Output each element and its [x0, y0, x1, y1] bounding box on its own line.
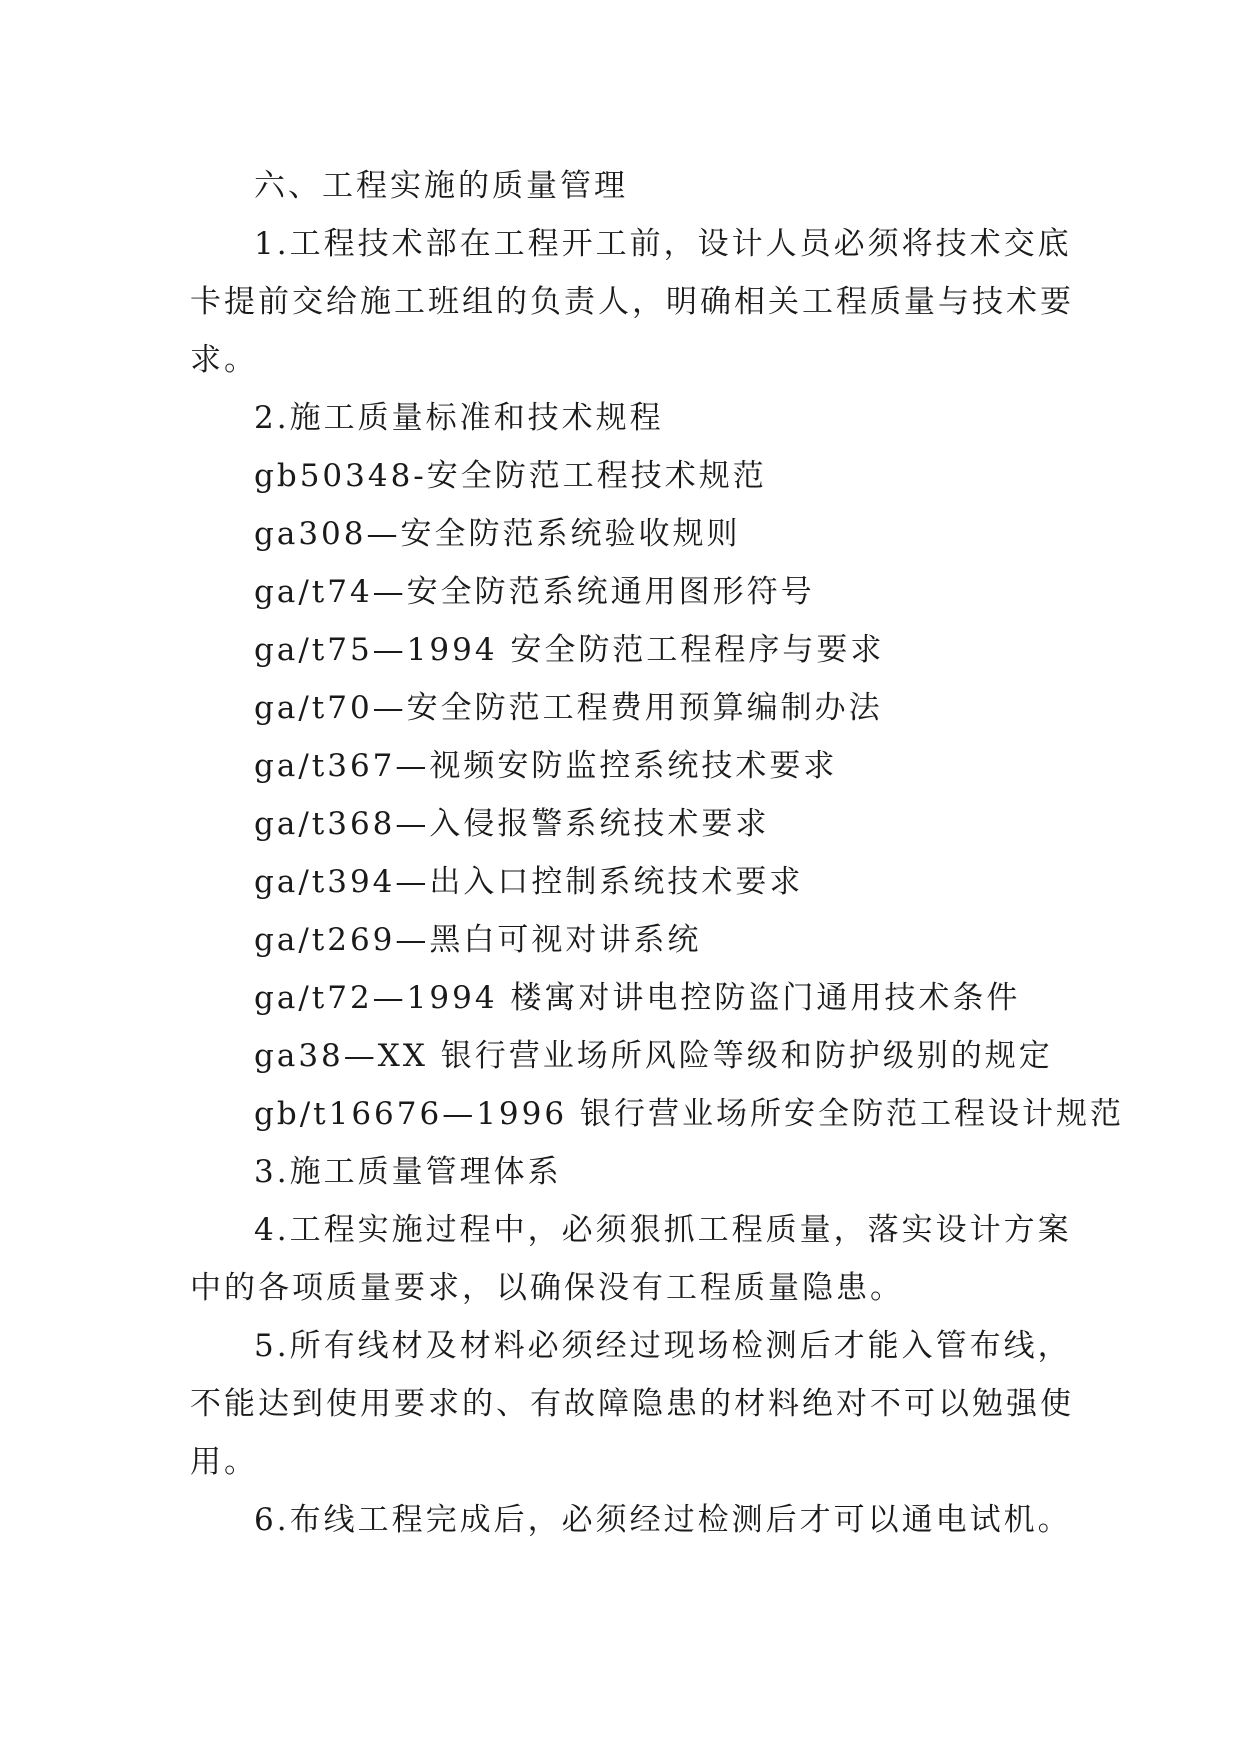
- standard-item: ga/t367—视频安防监控系统技术要求: [254, 748, 838, 784]
- paragraph-line: 中的各项质量要求，以确保没有工程质量隐患。: [190, 1270, 904, 1306]
- paragraph-line: 求。: [190, 342, 258, 378]
- paragraph-line: 用。: [190, 1444, 258, 1480]
- paragraph-line: 卡提前交给施工班组的负责人，明确相关工程质量与技术要: [190, 284, 1074, 320]
- subheading: 3.施工质量管理体系: [254, 1154, 562, 1190]
- standard-item: ga308—安全防范系统验收规则: [254, 516, 741, 552]
- standard-item: ga/t394—出入口控制系统技术要求: [254, 864, 804, 900]
- standard-item: gb50348-安全防范工程技术规范: [254, 458, 767, 494]
- paragraph-line: 不能达到使用要求的、有故障隐患的材料绝对不可以勉强使: [190, 1386, 1074, 1422]
- standard-item: ga38—XX 银行营业场所风险等级和防护级别的规定: [254, 1038, 1053, 1074]
- standard-item: ga/t72—1994 楼寓对讲电控防盗门通用技术条件: [254, 980, 1021, 1016]
- subheading: 2.施工质量标准和技术规程: [254, 400, 664, 436]
- paragraph-line: 6.布线工程完成后，必须经过检测后才可以通电试机。: [254, 1502, 1072, 1538]
- standard-item: ga/t70—安全防范工程费用预算编制办法: [254, 690, 883, 726]
- standard-item: ga/t74—安全防范系统通用图形符号: [254, 574, 815, 610]
- paragraph-line: 5.所有线材及材料必须经过现场检测后才能入管布线，: [254, 1328, 1072, 1364]
- section-heading: 六、工程实施的质量管理: [254, 168, 628, 204]
- document-body: [190, 157, 1124, 1549]
- standard-item: ga/t75—1994 安全防范工程程序与要求: [254, 632, 885, 668]
- standard-item: ga/t269—黑白可视对讲系统: [254, 922, 702, 958]
- paragraph-line: 4.工程实施过程中，必须狠抓工程质量，落实设计方案: [254, 1212, 1072, 1248]
- paragraph-line: 1.工程技术部在工程开工前，设计人员必须将技术交底: [254, 226, 1072, 262]
- standard-item: ga/t368—入侵报警系统技术要求: [254, 806, 770, 842]
- standard-item: gb/t16676—1996 银行营业场所安全防范工程设计规范: [254, 1096, 1124, 1132]
